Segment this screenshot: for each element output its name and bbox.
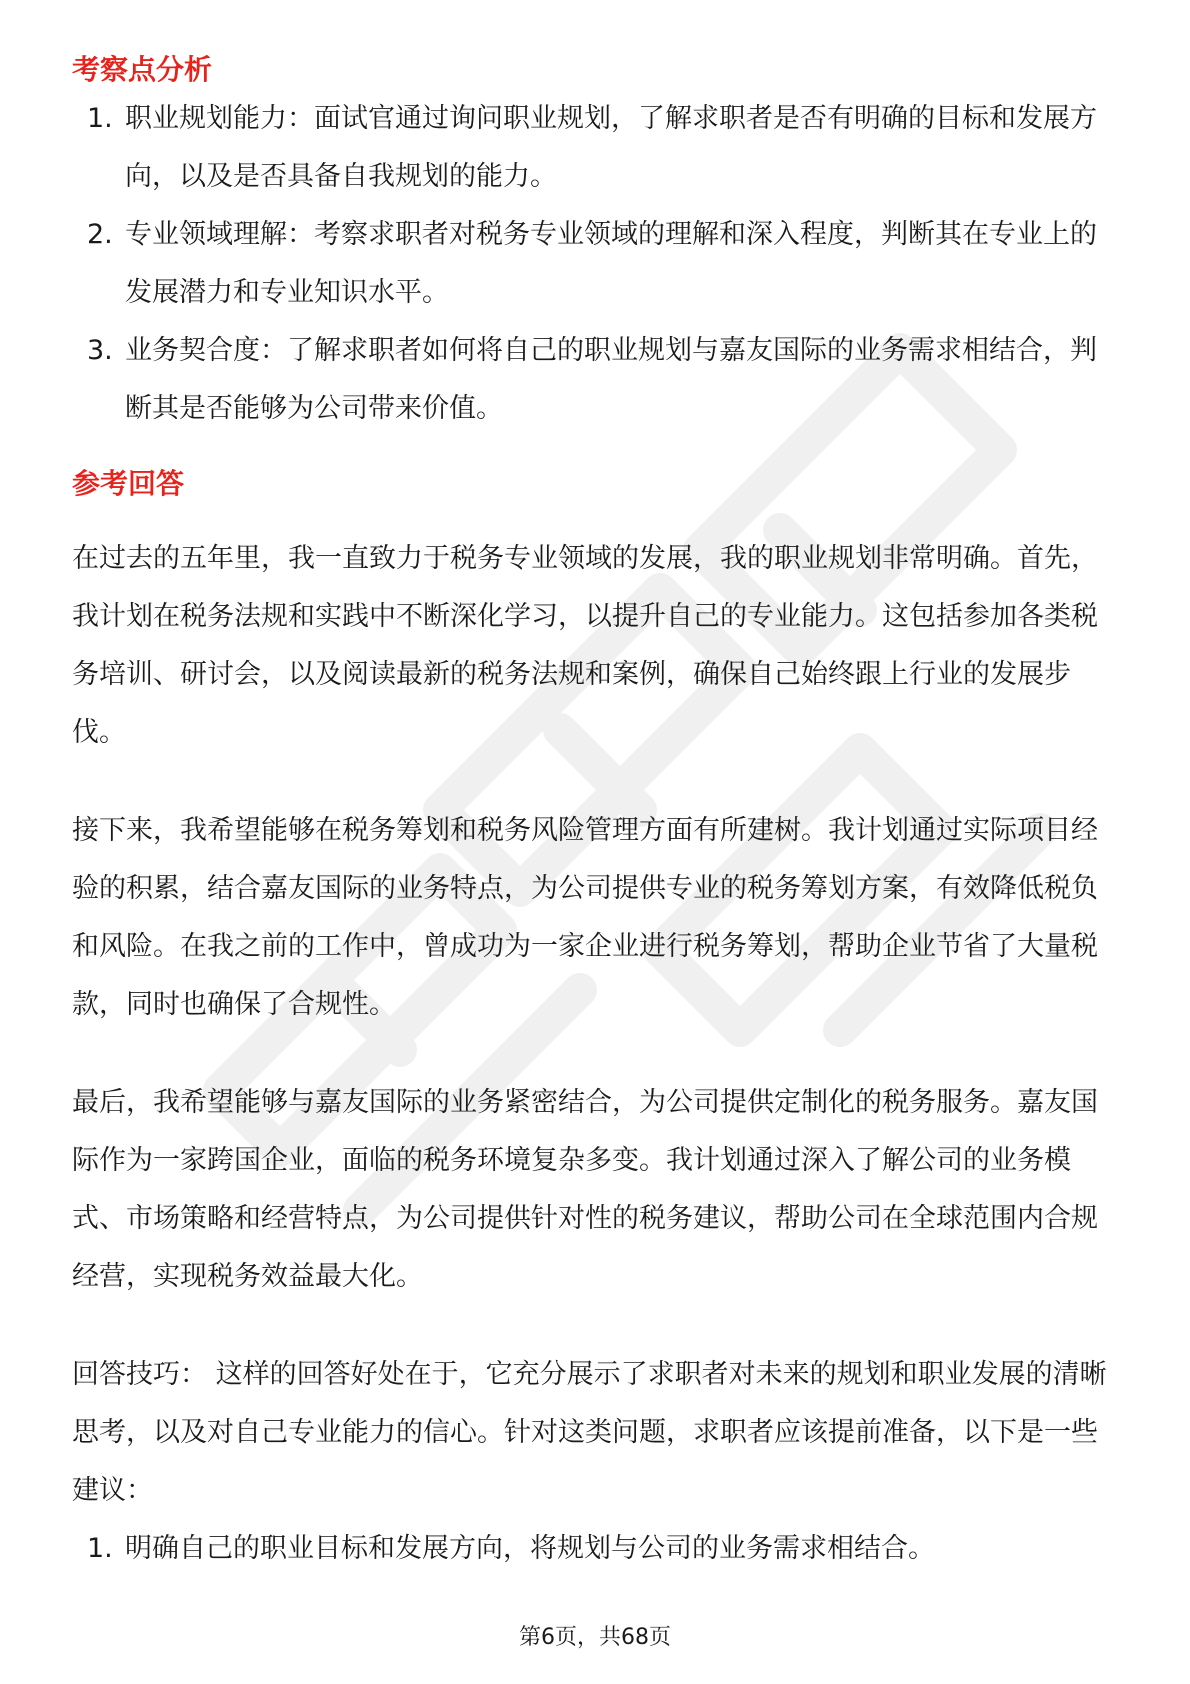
analysis-item-text: 业务契合度：了解求职者如何将自己的职业规划与嘉友国际的业务需求相结合，判断其是否能够为公司带来价值。 (125, 335, 1097, 424)
answer-paragraph: 最后，我希望能够与嘉友国际的业务紧密结合，为公司提供定制化的税务服务。嘉友国际作为一家跨国企业，面临的税务环境复杂多变。我计划通过深入了解公司的业务模式、市场策略和经营特点，为公司提供针对性的税务建议，帮助公司在全球范围内合规经营，实现税务效益最大化。 (72, 1087, 1098, 1292)
analysis-heading: 考察点分析 (72, 53, 213, 86)
page-number-footer: 第6页，共68页 (519, 1625, 671, 1650)
main-content (72, 44, 1122, 1578)
list-number: 1. (87, 1533, 113, 1564)
tips-item-text: 明确自己的职业目标和发展方向，将规划与公司的业务需求相结合。 (125, 1533, 935, 1564)
analysis-item (72, 206, 1122, 322)
list-number: 1. (87, 103, 113, 134)
list-number: 2. (87, 219, 113, 250)
tips-paragraph: 回答技巧： 这样的回答好处在于，它充分展示了求职者对未来的规划和职业发展的清晰思考，以及对自己专业能力的信心。针对这类问题，求职者应该提前准备，以下是一些建议： (72, 1359, 1107, 1506)
answer-heading: 参考回答 (72, 467, 185, 500)
analysis-item (72, 322, 1122, 438)
tips-item (72, 1520, 1122, 1578)
tips-list (72, 1520, 1122, 1578)
answer-paragraph: 接下来，我希望能够在税务筹划和税务风险管理方面有所建树。我计划通过实际项目经验的积累，结合嘉友国际的业务特点，为公司提供专业的税务筹划方案，有效降低税负和风险。在我之前的工作中，曾成功为一家企业进行税务筹划，帮助企业节省了大量税款，同时也确保了合规性。 (72, 815, 1098, 1020)
analysis-list (72, 90, 1122, 438)
list-number: 3. (87, 335, 113, 366)
analysis-item (72, 90, 1122, 206)
analysis-item-text: 专业领域理解：考察求职者对税务专业领域的理解和深入程度，判断其在专业上的发展潜力和专业知识水平。 (125, 219, 1097, 308)
analysis-item-text: 职业规划能力：面试官通过询问职业规划，了解求职者是否有明确的目标和发展方向，以及是否具备自我规划的能力。 (125, 103, 1097, 192)
answer-paragraph: 在过去的五年里，我一直致力于税务专业领域的发展，我的职业规划非常明确。首先，我计划在税务法规和实践中不断深化学习，以提升自己的专业能力。这包括参加各类税务培训、研讨会，以及阅读最新的税务法规和案例，确保自己始终跟上行业的发展步伐。 (72, 543, 1098, 748)
